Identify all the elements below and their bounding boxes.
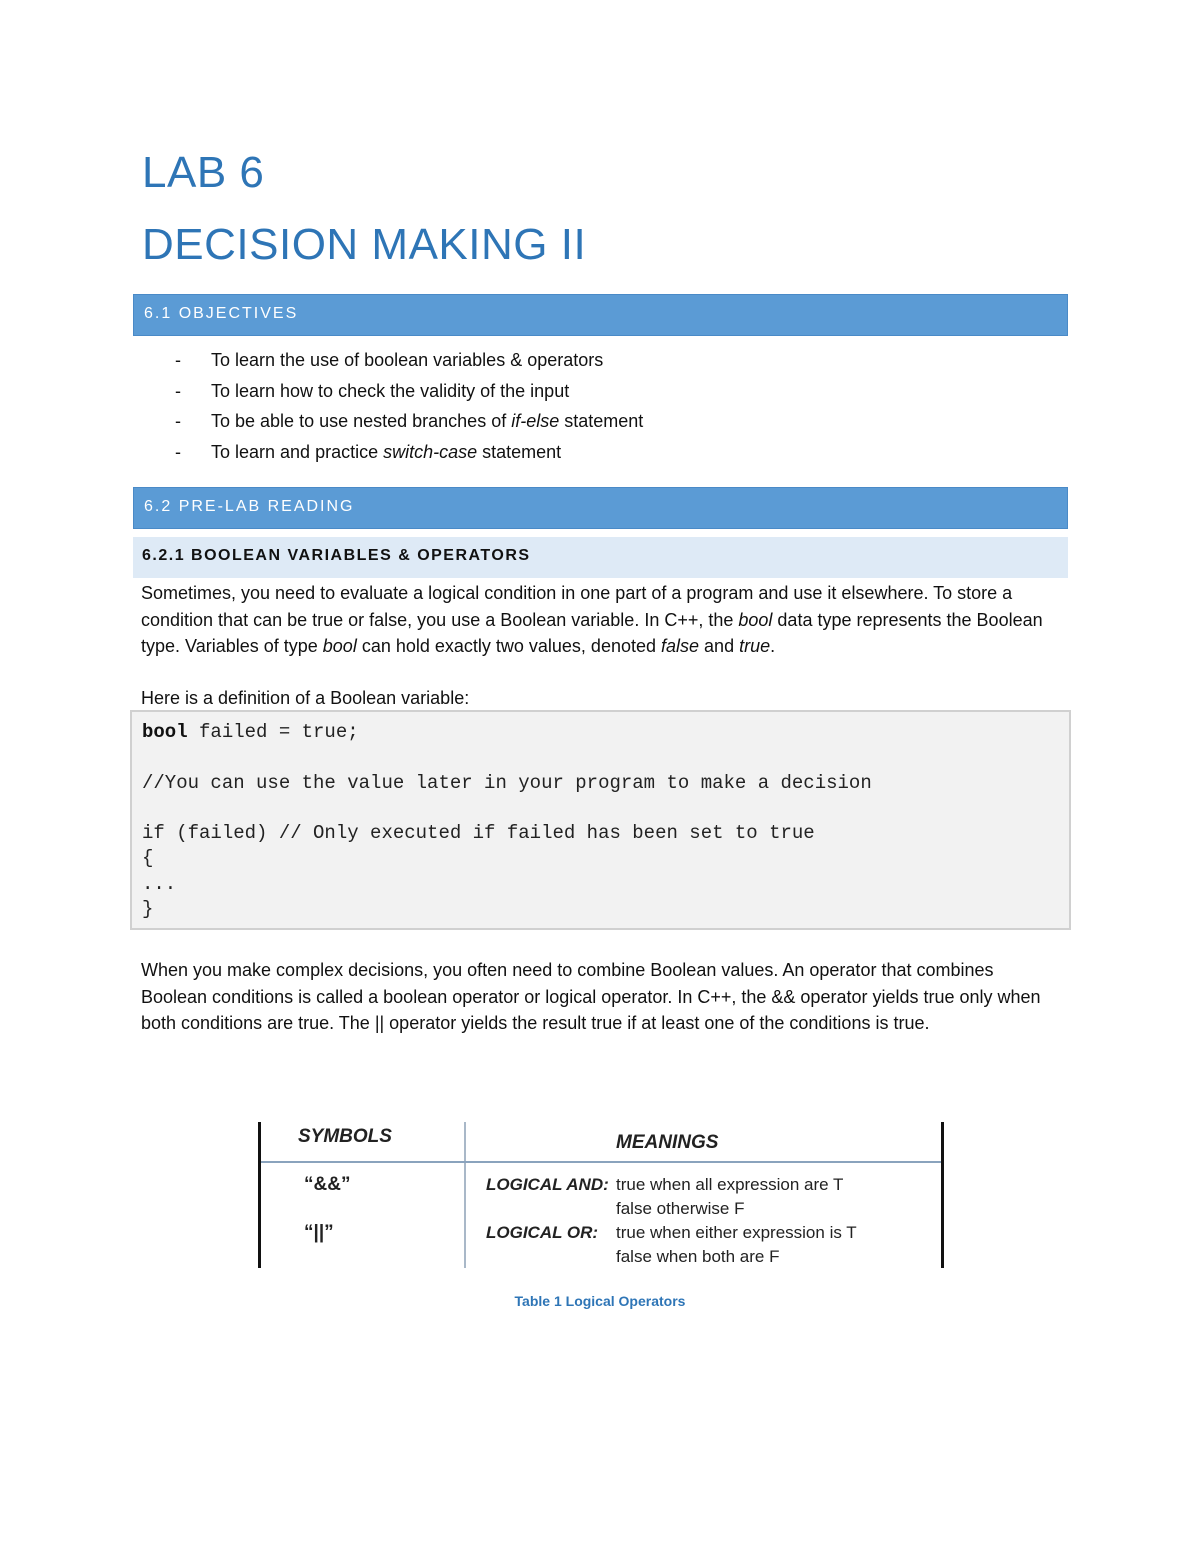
code-block <box>130 710 1071 930</box>
section-heading-text: 6.2 PRE-LAB READING <box>144 498 355 515</box>
table-column-divider <box>464 1122 466 1268</box>
code-line: bool failed = true; <box>142 721 359 743</box>
objective-text: To learn and practice switch-case statement <box>211 441 562 462</box>
section-heading-prelab <box>133 487 1068 529</box>
section-heading-text: 6.1 OBJECTIVES <box>144 305 299 322</box>
bullet-dash: - <box>175 380 181 401</box>
table-header-symbols: SYMBOLS <box>298 1126 392 1147</box>
table-caption: Table 1 Logical Operators <box>514 1293 686 1309</box>
section-heading-objectives <box>133 294 1068 336</box>
table-border-right <box>941 1122 944 1268</box>
logical-operators-table <box>258 1122 944 1268</box>
table-meaning-or-line1: true when either expression is T <box>616 1223 857 1242</box>
paragraph-definition-intro: Here is a definition of a Boolean variable: <box>141 688 470 708</box>
code-line: } <box>142 898 154 921</box>
paragraph-boolean-operators: When you make complex decisions, you often need to combine Boolean values. An operator that combines Boolean conditions is called a boolean operator or logical operator. In C++, the && operator yields true only when both conditions are true. The || operator yields the result true if at least one of the conditions is true. <box>141 960 1041 1033</box>
table-header-rule <box>261 1161 941 1163</box>
subsection-heading-boolean <box>133 537 1068 578</box>
table-meaning-or-line2: false when both are F <box>616 1247 780 1266</box>
table-meaning-and-line2: false otherwise F <box>616 1199 745 1218</box>
code-line: //You can use the value later in your program to make a decision <box>142 771 872 794</box>
subsection-heading-text: 6.2.1 BOOLEAN VARIABLES & OPERATORS <box>142 547 531 564</box>
table-symbol-or: “||” <box>304 1222 334 1243</box>
table-header-meanings: MEANINGS <box>616 1132 719 1153</box>
code-listing <box>142 720 872 922</box>
table-label-or: LOGICAL OR: <box>486 1223 599 1242</box>
table-symbol-and: “&&” <box>304 1174 351 1195</box>
bullet-dash: - <box>175 411 181 431</box>
bullet-dash: - <box>175 441 181 462</box>
lab-number-title: LAB 6 <box>142 148 265 197</box>
objective-text: To be able to use nested branches of if-else statement <box>211 411 644 431</box>
bullet-dash: - <box>175 350 181 370</box>
table-border-left <box>258 1122 261 1268</box>
code-line: ... <box>142 872 177 895</box>
lab-topic-title: DECISION MAKING II <box>142 220 587 269</box>
objective-text: To learn the use of boolean variables & operators <box>211 350 604 370</box>
table-label-and: LOGICAL AND: <box>486 1175 609 1194</box>
table-meaning-and-line1: true when all expression are T <box>616 1175 844 1194</box>
code-line: if (failed) // Only executed if failed has been set to true <box>142 822 815 845</box>
code-line: { <box>142 847 154 870</box>
objective-text: To learn how to check the validity of the input <box>211 380 570 401</box>
paragraph-boolean-intro: Sometimes, you need to evaluate a logical condition in one part of a program and use it elsewhere. To store a condition that can be true or false, you use a Boolean variable. In C++, the bool data type represents the Boolean type. Variables of type bool can hold exactly two values, denoted false and true. <box>141 583 1043 656</box>
